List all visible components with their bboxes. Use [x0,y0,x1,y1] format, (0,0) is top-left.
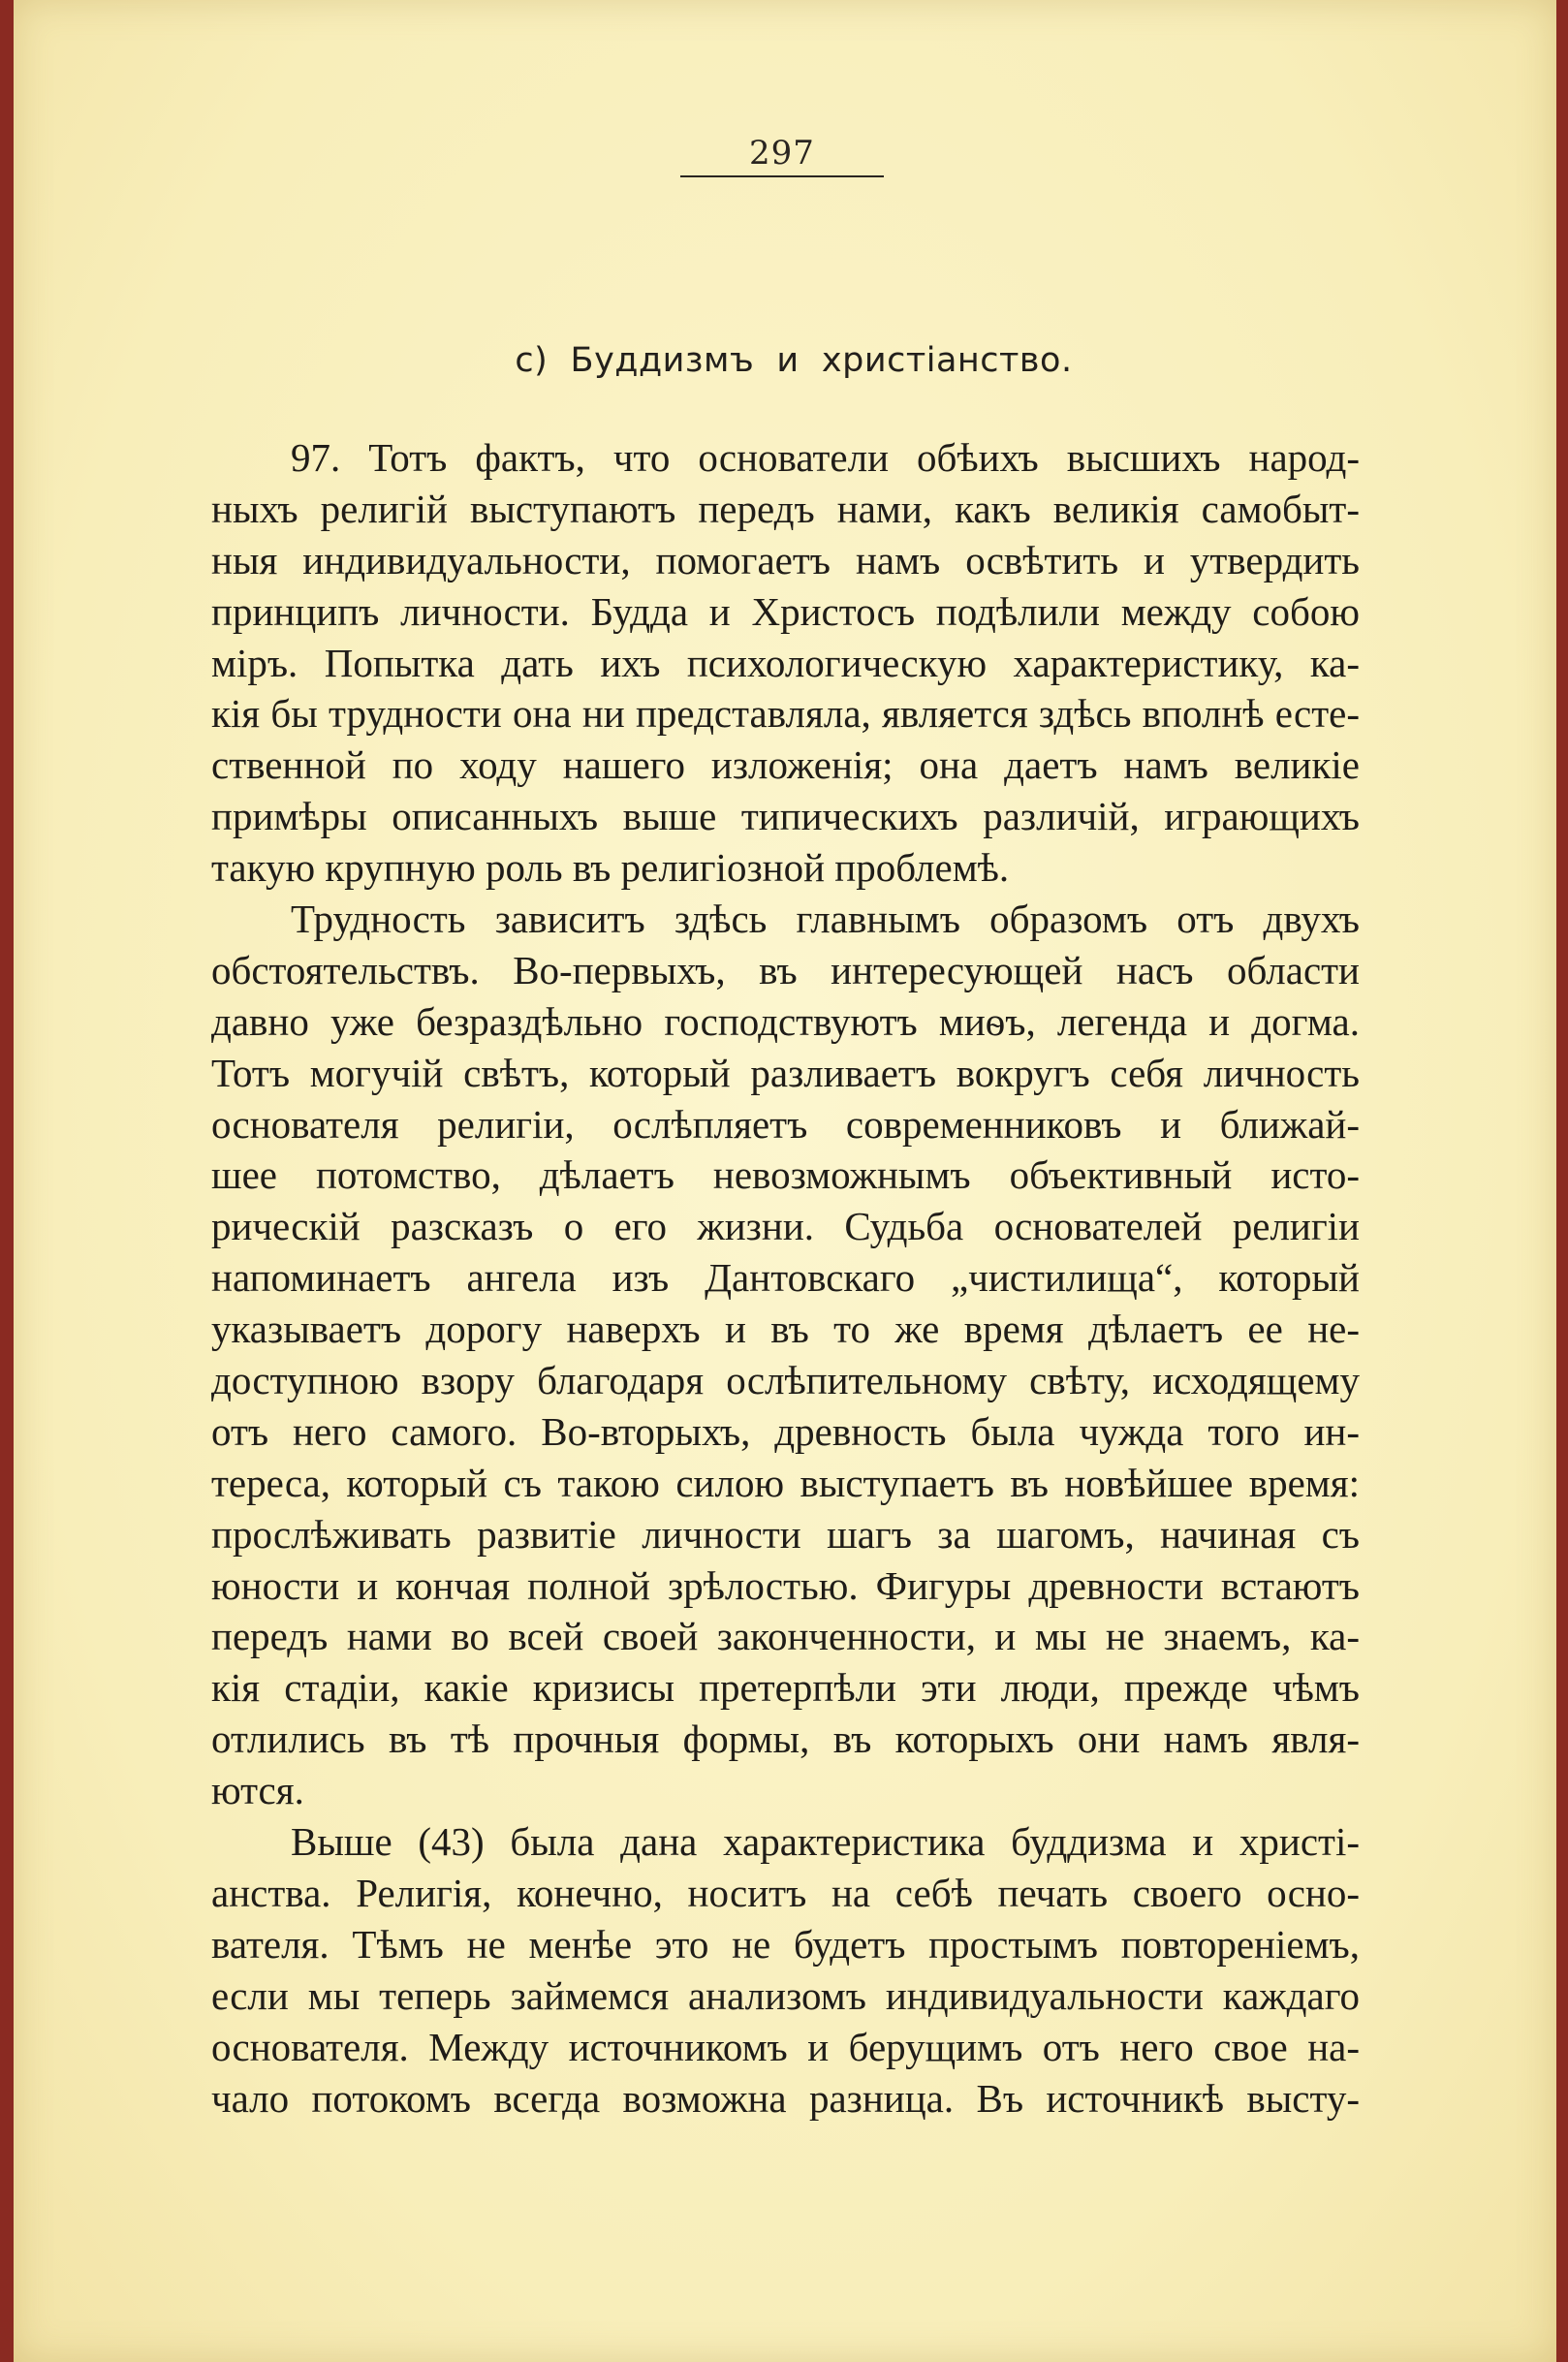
paragraph [211,894,1360,1816]
text-line: отлились въ тѣ прочныя формы, въ которыхъ они намъ явля- [211,1716,1360,1762]
text-line: основателя религіи, ослѣпляетъ современниковъ и ближай- [211,1101,1360,1147]
text-line: міръ. Попытка дать ихъ психологическую характеристику, ка- [211,640,1360,685]
text-line: примѣры описанныхъ выше типическихъ различій, играющихъ [211,794,1360,839]
text-line: прослѣживать развитіе личности шагъ за шагомъ, начиная съ [211,1511,1360,1557]
body-text [211,432,1360,2124]
text-line: шее потомство, дѣлаетъ невозможнымъ объективный исто- [211,1152,1360,1198]
text-line: отъ него самого. Во-вторыхъ, древность была чужда того ин- [211,1408,1360,1454]
text-line: напоминаетъ ангела изъ Дантовскаго „чистилища“, который [211,1255,1360,1301]
text-line: чало потокомъ всегда возможна разница. Въ источникѣ высту- [211,2075,1360,2121]
section-title: c) Буддизмъ и христіанство. [515,341,1073,380]
text-line: Выше (43) была дана характеристика буддизма и христі- [291,1819,1360,1865]
text-line: Трудность зависитъ здѣсь главнымъ образомъ отъ двухъ [291,897,1360,942]
book-page [14,0,1556,2362]
text-line: юности и кончая полной зрѣлостью. Фигуры древности встаютъ [211,1562,1360,1608]
text-line: кія стадіи, какіе кризисы претерпѣли эти люди, прежде чѣмъ [211,1665,1360,1711]
text-line: обстоятельствъ. Во-первыхъ, въ интересующей насъ области [211,947,1360,992]
text-line: если мы теперь займемся анализомъ индивидуальности каждаго [211,1972,1360,2018]
text-line: указываетъ дорогу наверхъ и въ то же время дѣлаетъ ее не- [211,1307,1360,1352]
text-line: 97. Тотъ фактъ, что основатели обѣихъ высшихъ народ- [291,435,1360,480]
paragraph [211,1816,1360,2124]
text-line: давно уже безраздѣльно господствуютъ миѳъ, легенда и догма. [211,998,1360,1044]
text-line: ются. [211,1768,304,1813]
page-number: 297 [749,134,815,173]
text-line: вателя. Тѣмъ не менѣе это не будетъ простымъ повтореніемъ, [211,1921,1360,1967]
text-line: тереса, который съ такою силою выступаетъ въ новѣйшее время: [211,1460,1360,1505]
text-line: кія бы трудности она ни представляла, является здѣсь вполнѣ есте- [211,691,1360,737]
text-line: передъ нами во всей своей законченности, и мы не знаемъ, ка- [211,1614,1360,1659]
text-line: ныхъ религій выступаютъ передъ нами, какъ великія самобыт- [211,486,1360,531]
page-number-rule [680,175,884,177]
text-line: ственной по ходу нашего изложенія; она даетъ намъ великіе [211,742,1360,788]
text-line: Тотъ могучій свѣтъ, который разливаетъ вокругъ себя личность [211,1050,1360,1095]
text-line: доступною взору благодаря ослѣпительному свѣту, исходящему [211,1358,1360,1403]
text-line: рическій разсказъ о его жизни. Судьба основателей религіи [211,1204,1360,1249]
text-line: основателя. Между источникомъ и берущимъ отъ него свое на- [211,2024,1360,2069]
text-line: принципъ личности. Будда и Христосъ подѣлили между собою [211,588,1360,634]
text-line: ныя индивидуальности, помогаетъ намъ освѣтить и утвердить [211,537,1360,583]
text-line: такую крупную роль въ религіозной проблемѣ. [211,845,1010,891]
paragraph [211,432,1360,894]
text-line: анства. Религія, конечно, носитъ на себѣ печать своего осно- [211,1870,1360,1915]
